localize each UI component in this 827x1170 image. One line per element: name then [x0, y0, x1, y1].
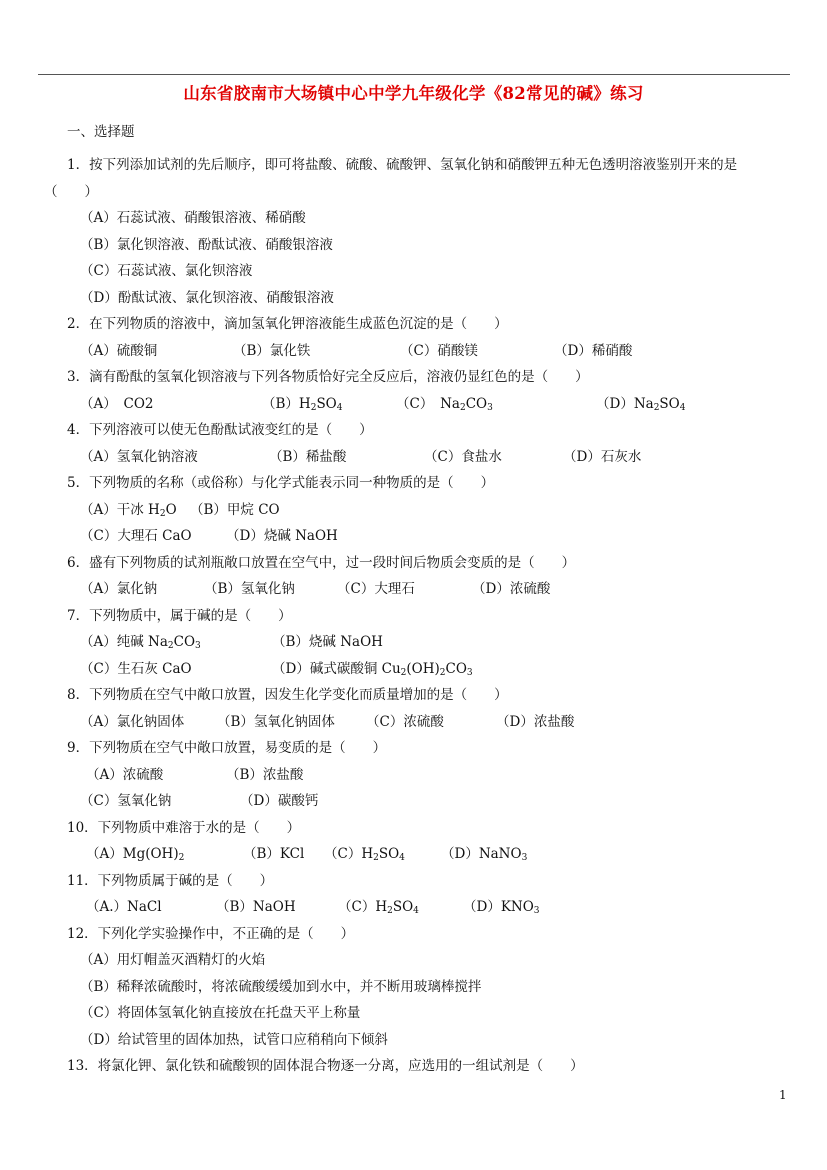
option-d: （D）酚酞试液、氯化钡溶液、硝酸银溶液 — [80, 289, 334, 306]
option-a: （A.）NaCl — [86, 899, 162, 915]
question-7 — [0, 603, 827, 630]
option-d: $(D)Na_2SO_4$ — [596, 395, 686, 413]
option-d: （D）稀硝酸 — [554, 342, 633, 359]
question-text: 8．下列物质在空气中敞口放置，因发生化学变化而质量增加的是（ ） — [67, 687, 508, 703]
option-b: （B）KCl — [243, 846, 305, 862]
option-b: （B）氢氧化钠固体 — [217, 713, 335, 730]
option-c: （C） $Na_2CO_3$ — [396, 395, 493, 413]
header-rule — [38, 74, 790, 75]
question-text: 12．下列化学实验操作中，不正确的是（ ） — [67, 925, 355, 942]
question-text: 13．将氯化钾、氯化铁和硫酸钡的固体混合物逐一分离，应选用的一组试剂是（ ） — [67, 1058, 584, 1074]
option-c: （C）硝酸镁 — [400, 342, 478, 359]
option-b: （B）NaOH — [216, 899, 296, 915]
option-a: （A） CO2 — [80, 395, 154, 412]
question-text: 9．下列物质在空气中敞口放置，易变质的是（ ） — [67, 740, 387, 756]
option-a: （A）用灯帽盖灭酒精灯的火焰 — [80, 952, 266, 968]
question-text: 6．盛有下列物质的试剂瓶敞口放置在空气中，过一段时间后物质会变质的是（ ） — [67, 554, 576, 571]
option-a: $(A)Mg(OH)_2$ — [86, 846, 185, 863]
option-b: （B）稀盐酸 — [269, 448, 347, 465]
option-d: （D）浓硫酸 — [472, 581, 551, 597]
question-4 — [0, 417, 827, 444]
section-title: 一、选择题 — [67, 124, 135, 140]
option-a: （A）浓硫酸 — [86, 766, 164, 783]
option-a: （A）氯化钠固体 — [80, 713, 185, 730]
option-a: （A）氢氧化钠溶液 — [80, 448, 198, 465]
option-b: （B）浓盐酸 — [226, 766, 304, 783]
option-c: $(C)H_2SO_4$ — [324, 846, 405, 863]
option-b: （B）氯化钡溶液、酚酞试液、硝酸银溶液 — [80, 236, 333, 253]
option-d: （D）石灰水 — [563, 448, 642, 465]
option-d: $(D)KNO_3$ — [463, 899, 540, 916]
question-5 — [0, 470, 827, 497]
option-b: （B）氯化铁 — [233, 342, 311, 359]
question-text: 3．滴有酚酞的氢氧化钡溶液与下列各物质恰好完全反应后，溶液仍显红色的是（ ） — [67, 369, 589, 385]
option-d: （D）给试管里的固体加热，试管口应稍稍向下倾斜 — [80, 1031, 388, 1048]
option-a: （A）石蕊试液、硝酸银溶液、稀硝酸 — [80, 210, 306, 226]
question-text: 4．下列溶液可以使无色酚酞试液变红的是（ ） — [67, 422, 373, 438]
option-c: （C）生石灰 CaO — [80, 660, 192, 677]
option-b: （B）烧碱 NaOH — [272, 634, 383, 650]
question-list — [0, 152, 827, 1080]
option-c: （C）石蕊试液、氯化钡溶液 — [80, 263, 253, 279]
option-a: （A）纯碱 $Na_2CO_3$ — [80, 634, 201, 651]
option-d: （D）碳酸钙 — [240, 793, 319, 809]
option-b: （B）甲烷 CO — [190, 501, 280, 518]
page-number: 1 — [779, 1088, 787, 1102]
question-6 — [0, 550, 827, 577]
question-text: 10．下列物质中难溶于水的是（ ） — [67, 819, 301, 836]
question-text: 7．下列物质中，属于碱的是（ ） — [67, 607, 292, 624]
option-d: （D）烧碱 NaOH — [226, 528, 338, 544]
question-12 — [0, 921, 827, 948]
option-c: （C）氢氧化钠 — [80, 793, 172, 809]
question-3 — [0, 364, 827, 391]
option-a: （A）硫酸铜 — [80, 342, 158, 359]
question-2 — [0, 311, 827, 338]
option-d: （D）浓盐酸 — [496, 713, 575, 730]
option-c: （C）将固体氢氧化钠直接放在托盘天平上称量 — [80, 1005, 361, 1021]
option-c: $(C)H_2SO_4$ — [338, 899, 419, 916]
option-c: （C）大理石 CaO — [80, 528, 192, 544]
question-8 — [0, 682, 827, 709]
question-13 — [0, 1053, 827, 1080]
question-1 — [0, 152, 827, 205]
option-c: （C）大理石 — [337, 581, 415, 597]
question-11 — [0, 868, 827, 895]
option-c: （C）浓硫酸 — [366, 713, 444, 730]
option-a: （A）氯化钠 — [80, 581, 158, 597]
question-9 — [0, 735, 827, 762]
question-10 — [0, 815, 827, 842]
question-text: 11．下列物质属于碱的是（ ） — [67, 872, 274, 889]
option-b: $(B)H_2SO_4$ — [262, 395, 343, 413]
question-text: 1．按下列添加试剂的先后顺序，即可将盐酸、硫酸、硫酸钾、氢氧化钠和硝酸钾五种无色透明溶液鉴别开来的是 — [67, 157, 738, 173]
page-title: 山东省胶南市大场镇中心中学九年级化学《82常见的碱》练习 — [183, 84, 644, 103]
option-d: （D）NaNO$_3$ — [441, 846, 528, 863]
question-text: 2．在下列物质的溶液中，滴加氢氧化钾溶液能生成蓝色沉淀的是（ ） — [67, 316, 508, 332]
answer-paren: （ ） — [44, 183, 98, 200]
option-a: （A）干冰 $H_2O$ — [80, 501, 177, 519]
option-c: （C）食盐水 — [424, 448, 502, 465]
option-d: （D）碱式碳酸铜 $Cu_2(OH)_2CO_3$ — [272, 660, 473, 678]
question-text: 5．下列物质的名称（或俗称）与化学式能表示同一种物质的是（ ） — [67, 475, 495, 491]
option-b: （B）稀释浓硫酸时，将浓硫酸缓缓加到水中，并不断用玻璃棒搅拌 — [80, 978, 482, 995]
option-b: （B）氢氧化钠 — [204, 581, 295, 597]
